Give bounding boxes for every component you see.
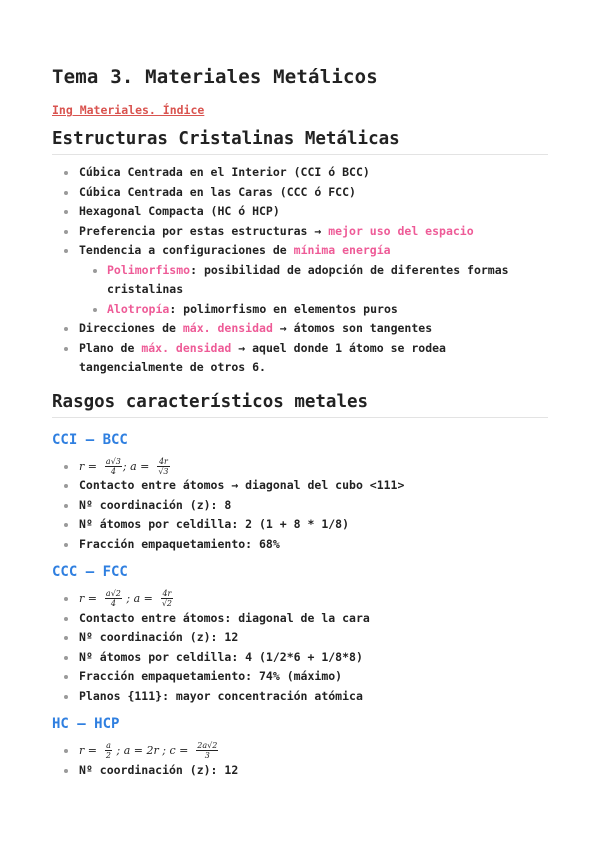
- list-item: Contacto entre átomos: diagonal de la cara: [52, 609, 548, 629]
- list-item: Preferencia por estas estructuras → mejor uso del espacio: [52, 222, 548, 242]
- list-item: Cúbica Centrada en las Caras (CCC ó FCC): [52, 183, 548, 203]
- sub-list-item: Polimorfismo: posibilidad de adopción de diferentes formas cristalinas: [52, 261, 548, 300]
- highlight-text: máx. densidad: [182, 321, 273, 335]
- list-item: Nº átomos por celdilla: 4 (1/2*6 + 1/8*8): [52, 648, 548, 668]
- list-item: Planos {111}: mayor concentración atómica: [52, 687, 548, 707]
- list-item: Fracción empaquetamiento: 68%: [52, 535, 548, 555]
- list-item: Hexagonal Compacta (HC ó HCP): [52, 202, 548, 222]
- subheading-bcc: CCI – BCC: [52, 431, 128, 448]
- list-item: Tendencia a configuraciones de mínima energía Polimorfismo: posibilidad de adopción de diferentes formas cristalinas Alotropía: polimorfismo en elementos puros: [52, 241, 548, 319]
- highlight-text: mínima energía: [293, 243, 391, 257]
- list-item: Nº coordinación (z): 8: [52, 496, 548, 516]
- highlight-text: máx. densidad: [141, 340, 232, 355]
- sub-list-item: Alotropía: polimorfismo en elementos puros: [52, 300, 548, 320]
- hcp-list: [52, 741, 548, 780]
- estructuras-list: [52, 163, 548, 378]
- section-heading-rasgos: Rasgos característicos metales: [52, 391, 548, 418]
- list-item: Contacto entre átomos → diagonal del cubo <111>: [52, 476, 548, 496]
- list-item: Nº átomos por celdilla: 2 (1 + 8 * 1/8): [52, 515, 548, 535]
- fraction: $\frac{a}{2}$: [105, 741, 112, 760]
- fcc-list: [52, 589, 548, 706]
- fraction: $\frac{a√3}{4}$: [105, 456, 121, 476]
- fraction: $\frac{4r}{√2}$: [161, 589, 172, 608]
- section-heading-estructuras: Estructuras Cristalinas Metálicas: [52, 128, 548, 155]
- fraction: $\frac{2a√2}{3}$: [197, 741, 218, 760]
- fraction: $\frac{a√2}{4}$: [105, 589, 121, 608]
- highlight-text: Alotropía: [107, 301, 170, 316]
- page-title: Tema 3. Materiales Metálicos: [52, 66, 378, 88]
- formula-item: r = $\frac{a}{2}$ ; a = 2r ; c = $\frac{2a√2}{3}$: [52, 741, 548, 761]
- list-item: Nº coordinación (z): 12: [52, 628, 548, 648]
- list-item: Fracción empaquetamiento: 74% (máximo): [52, 667, 548, 687]
- list-item: Plano de máx. densidad → aquel donde 1 átomo se rodea tangencialmente de otros 6.: [52, 339, 548, 378]
- list-item: Cúbica Centrada en el Interior (CCI ó BCC): [52, 163, 548, 183]
- breadcrumb-link[interactable]: Ing Materiales. Índice: [52, 103, 205, 117]
- formula-item: r = $\frac{a√3}{4}$ ; a = $\frac{4r}{√3}$: [52, 457, 548, 477]
- highlight-text: mejor uso del espacio: [328, 223, 474, 238]
- subheading-hcp: HC – HCP: [52, 716, 120, 732]
- list-item: Nº coordinación (z): 12: [52, 761, 548, 781]
- bcc-list: [52, 457, 548, 555]
- fraction: $\frac{4r}{√3}$: [158, 456, 169, 476]
- list-item: Direcciones de máx. densidad → átomos son tangentes: [52, 319, 548, 339]
- formula-item: r = $\frac{a√2}{4}$ ; a = $\frac{4r}{√2}$: [52, 589, 548, 609]
- highlight-text: Polimorfismo: [107, 262, 191, 277]
- sub-list: [52, 261, 548, 320]
- subheading-fcc: CCC – FCC: [52, 564, 128, 580]
